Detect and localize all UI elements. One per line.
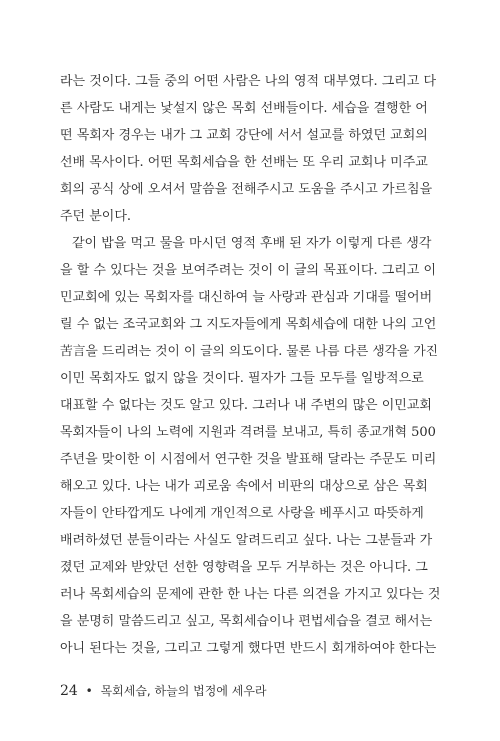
- page-number: 24: [60, 683, 78, 699]
- text-line: 떤 목회자 경우는 내가 그 교회 강단에 서서 설교를 하였던 교회의: [60, 128, 428, 143]
- text-line: 른 사람도 내게는 낯설지 않은 목회 선배들이다. 세습을 결행한 어: [60, 101, 428, 116]
- text-line: 배려하셨던 분들이라는 사실도 알려드리고 싶다. 나는 그분들과 가: [60, 533, 433, 548]
- text-line: 을 분명히 말씀드리고 싶고, 목회세습이나 편법세습을 결코 해서는: [60, 614, 433, 629]
- running-title: 목회세습, 하늘의 법정에 세우라: [100, 684, 267, 698]
- text-line: 苦言을 드리려는 것이 이 글의 의도이다. 물론 나름 다른 생각을 가진: [60, 344, 438, 359]
- page-footer: [60, 682, 267, 699]
- text-line: 해오고 있다. 나는 내가 괴로움 속에서 비판의 대상으로 삼은 목회: [60, 479, 428, 494]
- text-line: 회의 공식 상에 오셔서 말씀을 전해주시고 도움을 주시고 가르침을: [60, 182, 433, 197]
- text-line: 같이 밥을 먹고 물을 마시던 영적 후배 된 자가 이렇게 다른 생각: [72, 236, 432, 251]
- text-line: 주던 분이다.: [60, 209, 132, 224]
- text-line: 자들이 안타깝게도 나에게 개인적으로 사랑을 베푸시고 따뜻하게: [60, 506, 424, 521]
- text-line: 목회자들이 나의 노력에 지원과 격려를 보내고, 특히 종교개혁 500: [60, 425, 436, 440]
- text-line: 이민 목회자도 없지 않을 것이다. 필자가 그들 모두를 일방적으로: [60, 371, 424, 386]
- text-line: 졌던 교제와 받았던 선한 영향력을 모두 거부하는 것은 아니다. 그: [60, 560, 428, 575]
- text-line: 주년을 맞이한 이 시점에서 연구한 것을 발표해 달라는 주문도 미리: [60, 452, 437, 467]
- text-line: 라는 것이다. 그들 중의 어떤 사람은 나의 영적 대부였다. 그리고 다: [60, 74, 437, 89]
- text-line: 대표할 수 없다는 것도 알고 있다. 그러나 내 주변의 많은 이민교회: [60, 398, 432, 413]
- text-line: 선배 목사이다. 어떤 목회세습을 한 선배는 또 우리 교회나 미주교: [60, 155, 428, 170]
- text-line: 릴 수 없는 조국교회와 그 지도자들에게 목회세습에 대한 나의 고언: [60, 317, 437, 332]
- text-line: 아니 된다는 것을, 그리고 그렇게 했다면 반드시 회개하여야 한다는: [60, 641, 437, 656]
- text-line: 을 할 수 있다는 것을 보여주려는 것이 이 글의 목표이다. 그리고 이: [60, 263, 437, 278]
- text-line: 러나 목회세습의 문제에 관한 한 나는 다른 의견을 가지고 있다는 것: [60, 587, 440, 602]
- text-line: 민교회에 있는 목회자를 대신하여 늘 사랑과 관심과 기대를 떨어버: [60, 290, 433, 305]
- footer-separator: •: [85, 684, 93, 698]
